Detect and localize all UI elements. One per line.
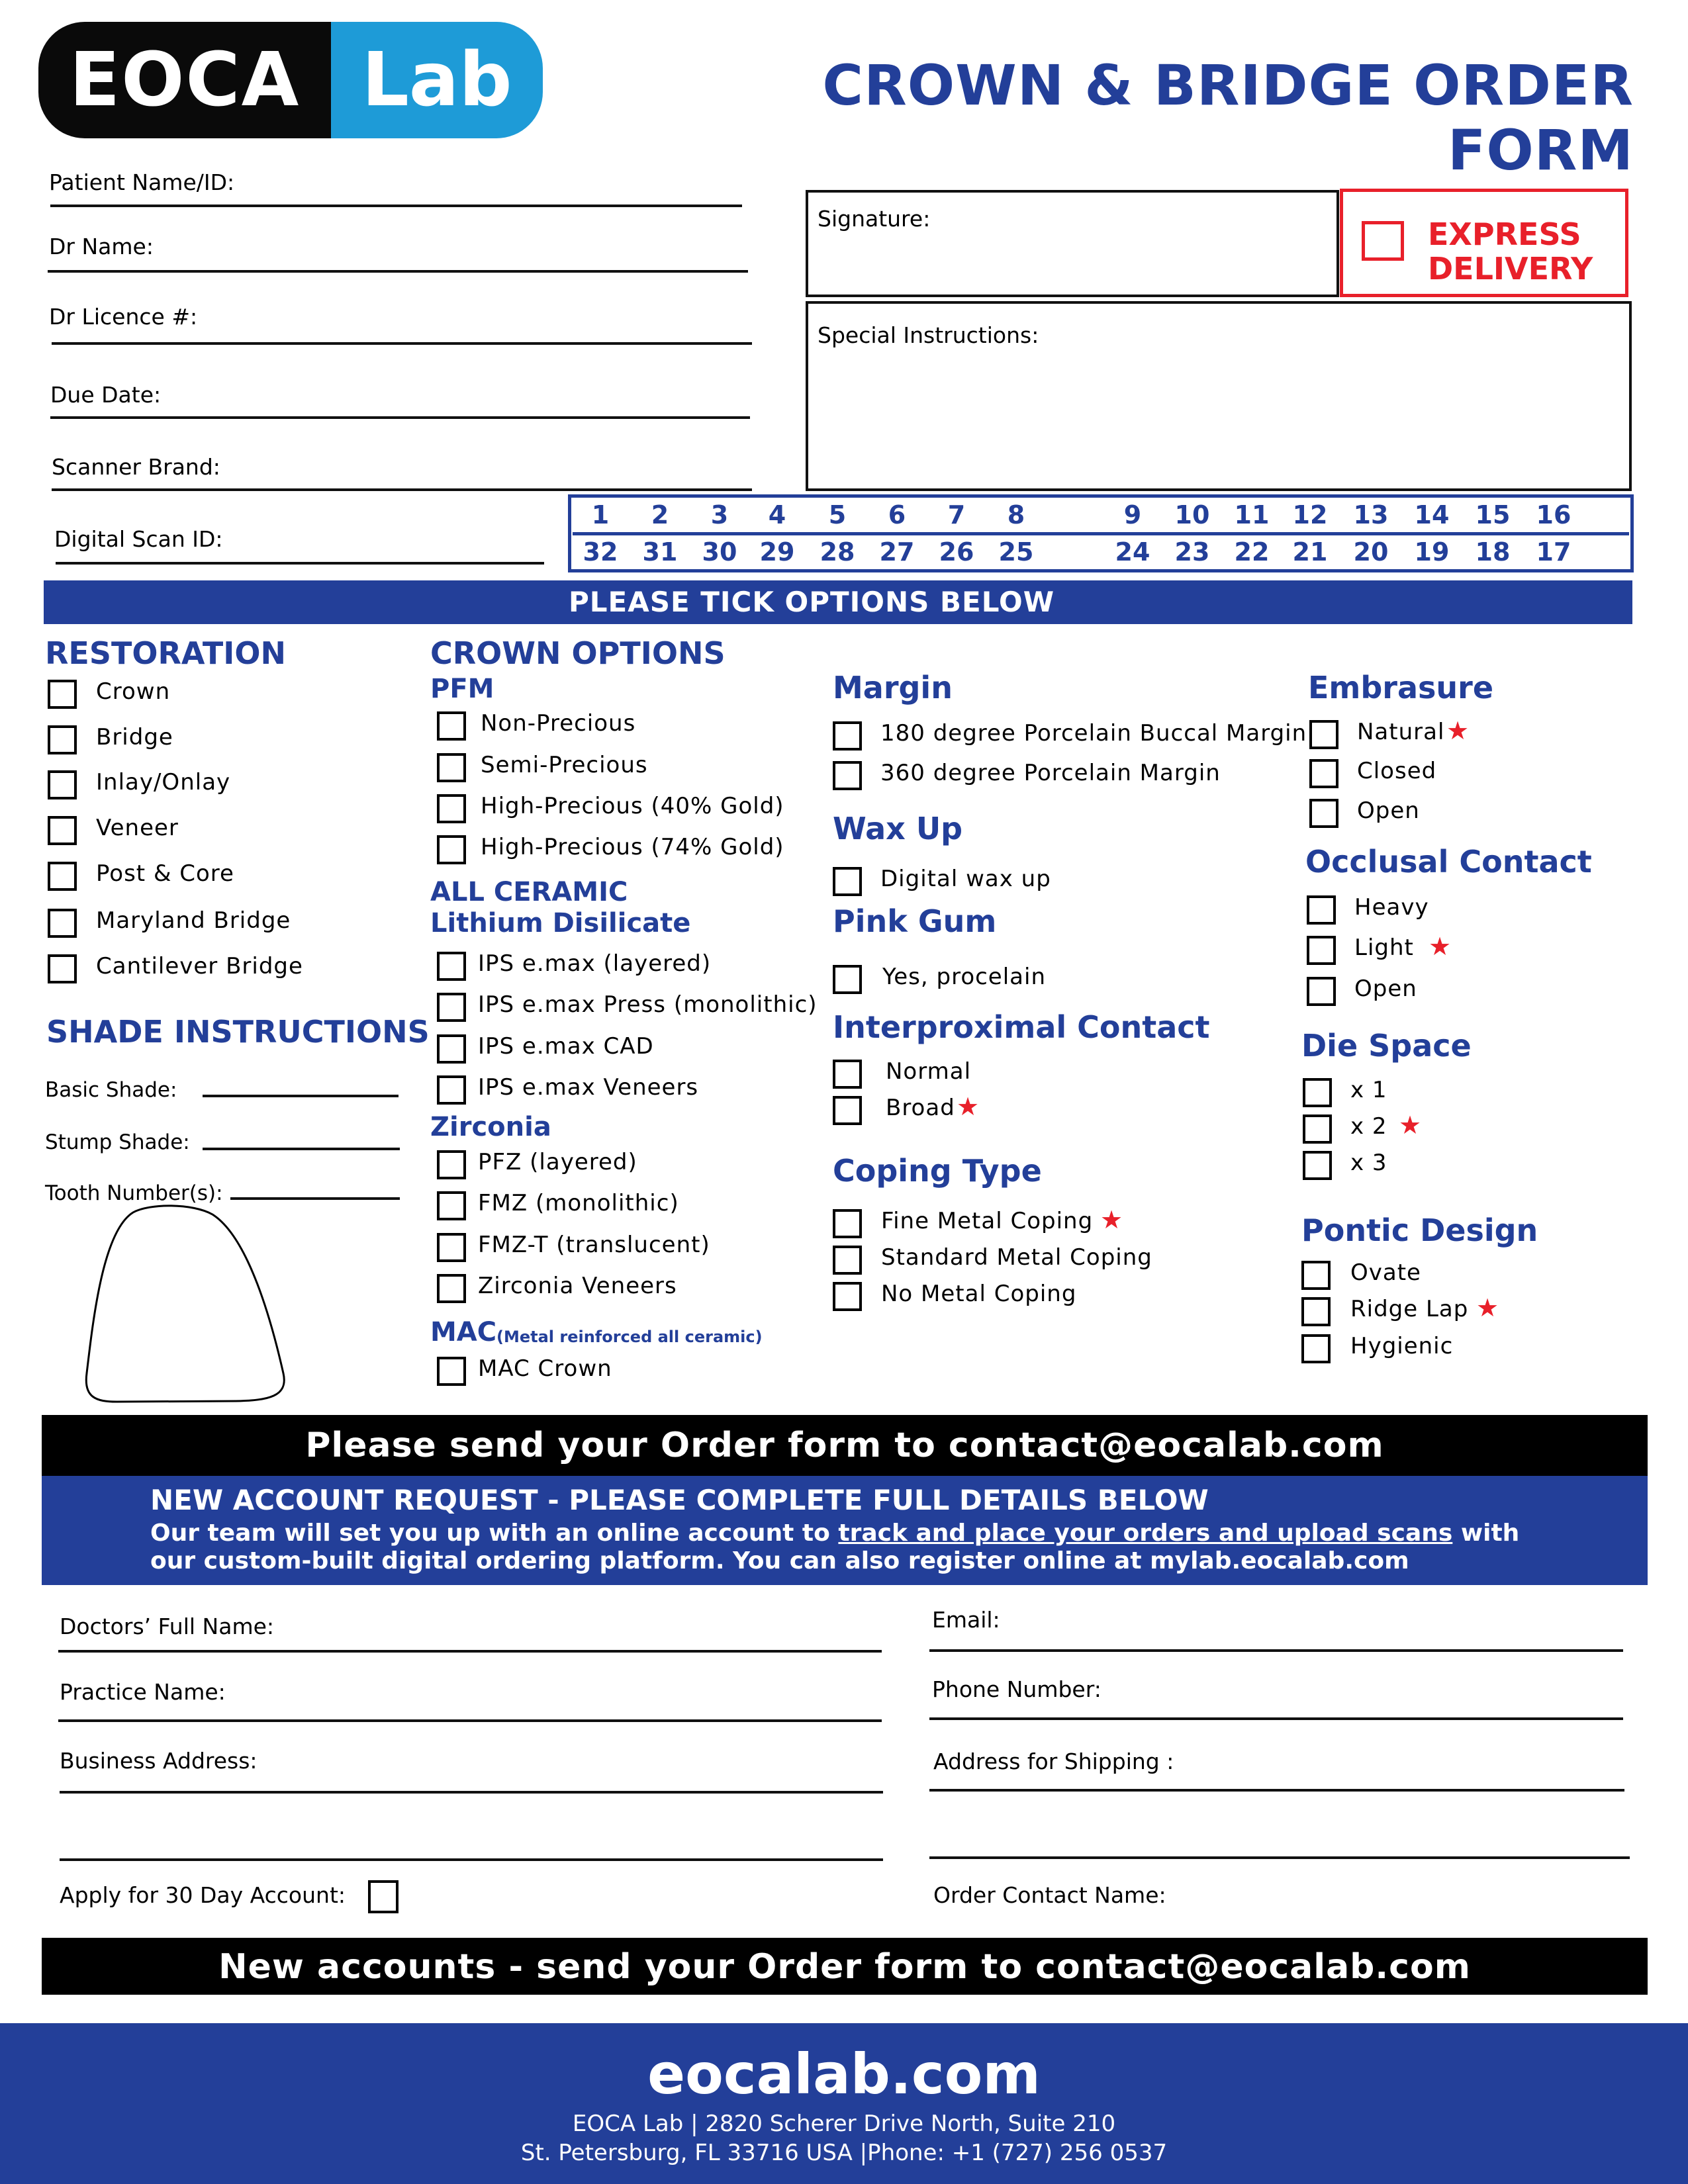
zirconia-label: FMZ (monolithic) <box>478 1190 679 1216</box>
interproximal-label: Broad <box>886 1095 955 1121</box>
new-account-text-before: Our team will set you up with an online account to <box>150 1520 839 1547</box>
signature-box[interactable] <box>806 190 1339 297</box>
tooth-number-22[interactable]: 22 <box>1234 537 1270 567</box>
recommended-star-icon: ★ <box>1429 932 1452 961</box>
restoration-checkbox[interactable] <box>48 909 77 938</box>
business-address-field-2[interactable] <box>60 1858 883 1861</box>
phone-label: Phone Number: <box>932 1676 1102 1702</box>
embrasure-checkbox[interactable] <box>1309 759 1338 788</box>
zirconia-label: Zirconia Veneers <box>478 1273 677 1299</box>
tooth-number-19[interactable]: 19 <box>1414 537 1450 567</box>
pfm-label: High-Precious (74% Gold) <box>481 834 784 860</box>
express-label-line1: EXPRESS <box>1428 216 1581 252</box>
pontic-checkbox[interactable] <box>1301 1261 1331 1290</box>
tooth-number-9[interactable]: 9 <box>1123 500 1142 529</box>
coping-label: Standard Metal Coping <box>881 1244 1152 1271</box>
tooth-number-7[interactable]: 7 <box>947 500 966 529</box>
tooth-number-11[interactable]: 11 <box>1234 500 1270 529</box>
tooth-number-27[interactable]: 27 <box>879 537 915 567</box>
pontic-label: Hygienic <box>1350 1333 1454 1359</box>
restoration-label: Maryland Bridge <box>96 907 291 934</box>
pfm-label: Non-Precious <box>481 710 636 737</box>
tooth-number-26[interactable]: 26 <box>939 537 974 567</box>
interproximal-heading: Interproximal Contact <box>833 1009 1210 1045</box>
wax-up-label: Digital wax up <box>880 866 1051 892</box>
tooth-number-28[interactable]: 28 <box>820 537 855 567</box>
tooth-number-32[interactable]: 32 <box>583 537 618 567</box>
margin-heading: Margin <box>833 670 953 705</box>
embrasure-label: Open <box>1357 797 1420 824</box>
tooth-number-chart <box>568 494 1634 572</box>
send-order-banner <box>42 1415 1648 1476</box>
tooth-number-3[interactable]: 3 <box>710 500 729 529</box>
die-space-heading: Die Space <box>1301 1028 1472 1064</box>
express-delivery-label <box>1428 217 1593 286</box>
zirconia-checkbox[interactable] <box>437 1233 466 1262</box>
tooth-numbers-field[interactable] <box>230 1197 400 1200</box>
embrasure-checkbox[interactable] <box>1309 720 1338 749</box>
pontic-heading: Pontic Design <box>1301 1212 1538 1248</box>
coping-checkbox[interactable] <box>833 1282 862 1311</box>
tooth-number-21[interactable]: 21 <box>1292 537 1328 567</box>
zirconia-checkbox[interactable] <box>437 1191 466 1220</box>
logo-lab: Lab <box>331 22 543 138</box>
die-space-checkbox[interactable] <box>1303 1115 1332 1144</box>
pfm-checkbox[interactable] <box>437 835 466 864</box>
business-address-label: Business Address: <box>60 1748 258 1774</box>
phone-field[interactable] <box>929 1717 1623 1720</box>
tooth-number-18[interactable]: 18 <box>1475 537 1511 567</box>
apply-30-day-label: Apply for 30 Day Account: <box>60 1882 346 1908</box>
lithium-disilicate-heading: Lithium Disilicate <box>430 908 691 938</box>
due-date-label: Due Date: <box>50 382 162 408</box>
occlusal-heading: Occlusal Contact <box>1305 844 1592 880</box>
die-space-checkbox[interactable] <box>1303 1078 1332 1107</box>
dr-name-field[interactable] <box>48 270 748 273</box>
all-ceramic-heading: ALL CERAMIC <box>430 877 628 907</box>
email-field[interactable] <box>929 1649 1623 1652</box>
restoration-label: Bridge <box>96 724 173 751</box>
all-ceramic-label: IPS e.max Veneers <box>478 1074 699 1101</box>
shipping-address-field-2[interactable] <box>929 1856 1630 1859</box>
pfm-checkbox[interactable] <box>437 711 466 741</box>
occlusal-checkbox[interactable] <box>1307 936 1336 965</box>
all-ceramic-checkbox[interactable] <box>437 993 466 1022</box>
new-accounts-banner <box>42 1938 1648 1995</box>
pfm-label: Semi-Precious <box>481 752 648 778</box>
tooth-number-5[interactable]: 5 <box>828 500 847 529</box>
page-title: CROWN & BRIDGE ORDER FORM <box>822 53 1634 183</box>
occlusal-label: Light <box>1354 934 1414 961</box>
coping-label: Fine Metal Coping <box>881 1208 1094 1234</box>
margin-checkbox[interactable] <box>833 761 862 790</box>
patient-name-field[interactable] <box>50 205 742 207</box>
tooth-number-1[interactable]: 1 <box>591 500 610 529</box>
tick-options-banner <box>44 580 1632 624</box>
footer-site[interactable]: eocalab.com <box>647 2042 1041 2107</box>
practice-name-label: Practice Name: <box>60 1679 226 1705</box>
tick-options-text: PLEASE TICK OPTIONS BELOW <box>568 586 1055 618</box>
send-order-text: Please send your Order form to contact@eocalab.com <box>305 1426 1384 1465</box>
restoration-label: Crown <box>96 678 171 705</box>
all-ceramic-checkbox[interactable] <box>437 952 466 981</box>
coping-heading: Coping Type <box>833 1153 1042 1189</box>
stump-shade-label: Stump Shade: <box>45 1130 190 1154</box>
special-instructions-box[interactable] <box>806 301 1632 491</box>
tooth-number-20[interactable]: 20 <box>1353 537 1389 567</box>
embrasure-label: Natural <box>1357 719 1445 745</box>
pontic-checkbox[interactable] <box>1301 1334 1331 1363</box>
order-contact-label: Order Contact Name: <box>933 1882 1166 1908</box>
zirconia-checkbox[interactable] <box>437 1150 466 1179</box>
mac-label: MAC Crown <box>478 1355 612 1382</box>
scanner-brand-field[interactable] <box>52 488 752 491</box>
occlusal-label: Heavy <box>1354 894 1429 921</box>
tooth-number-2[interactable]: 2 <box>651 500 669 529</box>
zirconia-heading: Zirconia <box>430 1112 551 1142</box>
patient-name-label: Patient Name/ID: <box>49 169 235 195</box>
coping-label: No Metal Coping <box>881 1281 1077 1307</box>
restoration-checkbox[interactable] <box>48 680 77 709</box>
all-ceramic-checkbox[interactable] <box>437 1075 466 1105</box>
coping-checkbox[interactable] <box>833 1209 862 1238</box>
restoration-checkbox[interactable] <box>48 770 77 799</box>
restoration-label: Post & Core <box>96 860 234 887</box>
basic-shade-label: Basic Shade: <box>45 1078 177 1102</box>
restoration-checkbox[interactable] <box>48 954 77 983</box>
recommended-star-icon: ★ <box>957 1092 980 1121</box>
express-delivery-box <box>1340 189 1628 297</box>
tooth-number-25[interactable]: 25 <box>998 537 1034 567</box>
eoca-lab-logo <box>38 22 543 138</box>
occlusal-checkbox[interactable] <box>1307 977 1336 1006</box>
wax-up-heading: Wax Up <box>833 811 963 846</box>
shade-heading: SHADE INSTRUCTIONS <box>46 1014 430 1050</box>
restoration-checkbox[interactable] <box>48 725 77 754</box>
digital-scan-id-label: Digital Scan ID: <box>54 526 223 552</box>
express-delivery-checkbox[interactable] <box>1362 221 1404 261</box>
tooth-number-13[interactable]: 13 <box>1353 500 1389 529</box>
pfm-heading: PFM <box>430 674 494 704</box>
mac-note: (Metal reinforced all ceramic) <box>496 1328 763 1346</box>
restoration-heading: RESTORATION <box>45 635 287 671</box>
dr-name-label: Dr Name: <box>49 234 154 259</box>
express-label-line2: DELIVERY <box>1428 251 1593 287</box>
mac-heading: MAC <box>430 1317 497 1347</box>
pontic-label: Ridge Lap <box>1350 1296 1469 1322</box>
pink-gum-heading: Pink Gum <box>833 903 997 939</box>
footer-address-line1: EOCA Lab | 2820 Scherer Drive North, Suite 210 <box>572 2111 1116 2137</box>
basic-shade-field[interactable] <box>203 1095 399 1097</box>
new-account-text-after: with <box>1452 1520 1520 1547</box>
restoration-checkbox[interactable] <box>48 816 77 845</box>
tooth-number-6[interactable]: 6 <box>888 500 906 529</box>
signature-label: Signature: <box>818 206 931 232</box>
recommended-star-icon: ★ <box>1446 716 1470 745</box>
restoration-checkbox[interactable] <box>48 862 77 891</box>
tooth-number-23[interactable]: 23 <box>1174 537 1210 567</box>
new-account-text-line2: our custom-built digital ordering platform. You can also register online at mylab.eocalab.com <box>150 1547 1409 1574</box>
scanner-brand-label: Scanner Brand: <box>52 454 220 480</box>
pontic-label: Ovate <box>1350 1259 1421 1286</box>
tooth-number-16[interactable]: 16 <box>1536 500 1571 529</box>
embrasure-checkbox[interactable] <box>1309 799 1338 828</box>
die-space-label: x 3 <box>1350 1150 1387 1176</box>
all-ceramic-checkbox[interactable] <box>437 1034 466 1064</box>
new-account-heading: NEW ACCOUNT REQUEST - PLEASE COMPLETE FULL DETAILS BELOW <box>150 1484 1209 1516</box>
practice-name-field[interactable] <box>58 1719 882 1722</box>
all-ceramic-label: IPS e.max CAD <box>478 1033 654 1060</box>
die-space-label: x 1 <box>1350 1077 1387 1103</box>
die-space-label: x 2 <box>1350 1113 1387 1140</box>
tooth-number-14[interactable]: 14 <box>1414 500 1450 529</box>
pfm-checkbox[interactable] <box>437 753 466 782</box>
margin-checkbox[interactable] <box>833 721 862 751</box>
digital-scan-id-field[interactable] <box>56 562 544 565</box>
margin-label: 180 degree Porcelain Buccal Margin <box>880 720 1307 747</box>
tooth-outline-icon[interactable] <box>50 1205 295 1403</box>
tooth-number-30[interactable]: 30 <box>702 537 737 567</box>
interproximal-checkbox[interactable] <box>833 1060 862 1089</box>
tooth-numbers-label: Tooth Number(s): <box>45 1181 223 1205</box>
shipping-address-label: Address for Shipping : <box>933 1749 1174 1774</box>
embrasure-label: Closed <box>1357 758 1437 784</box>
occlusal-checkbox[interactable] <box>1307 895 1336 925</box>
restoration-label: Cantilever Bridge <box>96 953 303 979</box>
tooth-number-12[interactable]: 12 <box>1292 500 1328 529</box>
business-address-field-1[interactable] <box>60 1791 883 1794</box>
doctors-full-name-label: Doctors’ Full Name: <box>60 1614 275 1639</box>
recommended-star-icon: ★ <box>1399 1111 1422 1140</box>
embrasure-heading: Embrasure <box>1308 670 1494 705</box>
pfm-checkbox[interactable] <box>437 794 466 823</box>
track-orders-link[interactable]: track and place your orders and upload scans <box>838 1520 1453 1547</box>
new-account-text-line1 <box>150 1520 1519 1547</box>
new-accounts-text: New accounts - send your Order form to contact@eocalab.com <box>218 1947 1471 1987</box>
apply-30-day-checkbox[interactable] <box>368 1880 399 1913</box>
footer-address-line2: St. Petersburg, FL 33716 USA |Phone: +1 (727) 256 0537 <box>520 2140 1168 2166</box>
crown-options-heading: CROWN OPTIONS <box>430 635 726 671</box>
tooth-number-4[interactable]: 4 <box>768 500 786 529</box>
restoration-label: Veneer <box>96 815 179 841</box>
dr-licence-field[interactable] <box>52 342 752 345</box>
interproximal-checkbox[interactable] <box>833 1096 862 1125</box>
mac-checkbox[interactable] <box>437 1357 466 1386</box>
restoration-label: Inlay/Onlay <box>96 769 231 796</box>
special-instructions-label: Special Instructions: <box>818 322 1039 348</box>
wax-up-checkbox[interactable] <box>833 867 862 896</box>
zirconia-label: PFZ (layered) <box>478 1149 637 1175</box>
new-account-panel <box>42 1476 1648 1585</box>
recommended-star-icon: ★ <box>1476 1293 1499 1322</box>
tooth-number-17[interactable]: 17 <box>1536 537 1571 567</box>
footer <box>0 2023 1688 2184</box>
tooth-number-24[interactable]: 24 <box>1115 537 1150 567</box>
interproximal-label: Normal <box>886 1058 972 1085</box>
recommended-star-icon: ★ <box>1100 1205 1123 1234</box>
margin-label: 360 degree Porcelain Margin <box>880 760 1221 786</box>
stump-shade-field[interactable] <box>203 1148 400 1150</box>
dr-licence-label: Dr Licence #: <box>49 304 198 330</box>
doctors-full-name-field[interactable] <box>58 1650 882 1653</box>
pink-gum-checkbox[interactable] <box>833 965 862 994</box>
tooth-number-31[interactable]: 31 <box>642 537 678 567</box>
die-space-checkbox[interactable] <box>1303 1151 1332 1180</box>
zirconia-label: FMZ-T (translucent) <box>478 1232 710 1258</box>
logo-eoca: EOCA <box>38 22 331 138</box>
email-label: Email: <box>932 1607 1000 1633</box>
tooth-number-10[interactable]: 10 <box>1174 500 1210 529</box>
tooth-chart-divider <box>573 532 1629 535</box>
all-ceramic-label: IPS e.max (layered) <box>478 950 712 977</box>
pfm-label: High-Precious (40% Gold) <box>481 793 784 819</box>
all-ceramic-label: IPS e.max Press (monolithic) <box>478 991 818 1018</box>
due-date-field[interactable] <box>50 416 750 419</box>
pink-gum-label: Yes, procelain <box>882 964 1047 990</box>
coping-checkbox[interactable] <box>833 1246 862 1275</box>
tooth-number-15[interactable]: 15 <box>1475 500 1511 529</box>
tooth-number-29[interactable]: 29 <box>759 537 795 567</box>
tooth-number-8[interactable]: 8 <box>1007 500 1025 529</box>
pontic-checkbox[interactable] <box>1301 1297 1331 1326</box>
zirconia-checkbox[interactable] <box>437 1274 466 1303</box>
shipping-address-field-1[interactable] <box>929 1789 1624 1792</box>
occlusal-label: Open <box>1354 976 1417 1002</box>
